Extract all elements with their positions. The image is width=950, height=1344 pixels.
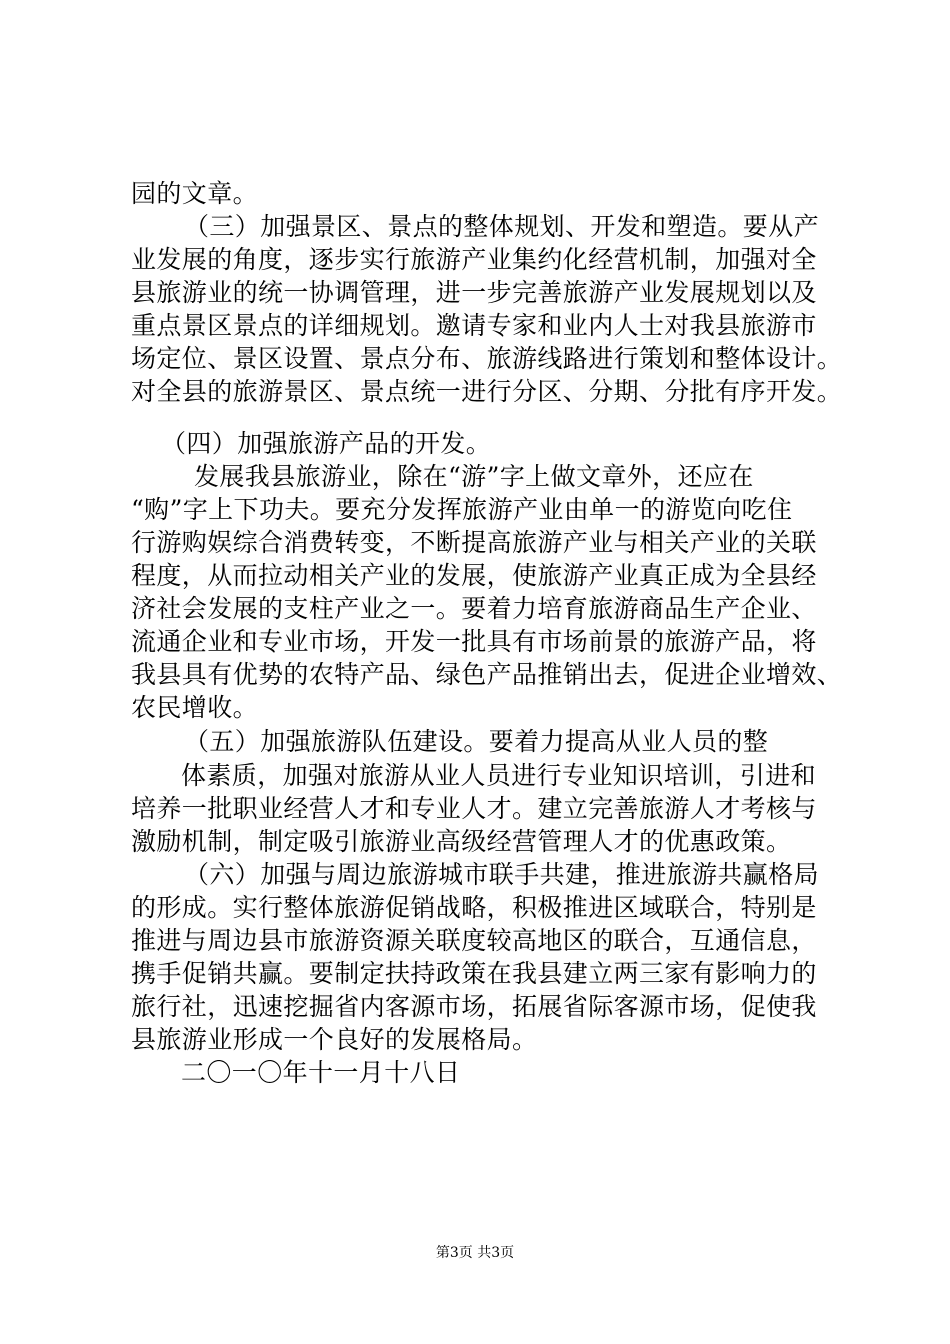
section-heading: （五）加强旅游队伍建设。要着力提高从业人员的整 bbox=[184, 727, 769, 756]
text-line: “购”字上下功夫。要充分发挥旅游产业由单一的游览向吃住 bbox=[131, 495, 793, 524]
text-line: 场定位、景区设置、景点分布、旅游线路进行策划和整体设计。 bbox=[131, 344, 843, 373]
text-line: 流通企业和专业市场，开发一批具有市场前景的旅游产品，将 bbox=[131, 627, 817, 656]
section-heading: （六）加强与周边旅游城市联手共建，推进旅游共赢格局 bbox=[184, 860, 820, 889]
text-line: 旅行社，迅速挖掘省内客源市场，拓展省际客源市场，促使我 bbox=[131, 992, 817, 1021]
text-line: 县旅游业的统一协调管理，进一步完善旅游产业发展规划以及 bbox=[131, 278, 817, 307]
text-line: 培养一批职业经营人才和专业人才。建立完善旅游人才考核与 bbox=[131, 794, 817, 823]
text-line: 携手促销共赢。要制定扶持政策在我县建立两三家有影响力的 bbox=[131, 959, 817, 988]
text-line: 济社会发展的支柱产业之一。要着力培育旅游商品生产企业、 bbox=[131, 594, 817, 623]
text-line: 重点景区景点的详细规划。邀请专家和业内人士对我县旅游市 bbox=[131, 311, 817, 340]
text-line: 园的文章。 bbox=[131, 179, 259, 208]
document-date: 二〇一〇年十一月十八日 bbox=[181, 1058, 461, 1087]
text-line: （三）加强景区、景点的整体规划、开发和塑造。要从产 bbox=[184, 212, 820, 241]
text-line: 对全县的旅游景区、景点统一进行分区、分期、分批有序开发。 bbox=[131, 377, 843, 406]
text-line: 业发展的角度，逐步实行旅游产业集约化经营机制，加强对全 bbox=[131, 245, 817, 274]
text-line: 程度，从而拉动相关产业的发展，使旅游产业真正成为全县经 bbox=[131, 561, 817, 590]
text-line: 推进与周边县市旅游资源关联度较高地区的联合，互通信息， bbox=[131, 926, 817, 955]
text-line: 发展我县旅游业，除在“游”字上做文章外，还应在 bbox=[194, 462, 754, 491]
text-line: 的形成。实行整体旅游促销战略，积极推进区域联合，特别是 bbox=[131, 893, 817, 922]
text-line: 行游购娱综合消费转变，不断提高旅游产业与相关产业的关联 bbox=[131, 528, 817, 557]
page-number-footer: 第3页 共3页 bbox=[435, 1245, 515, 1261]
text-line: 我县具有优势的农特产品、绿色产品推销出去，促进企业增效、 bbox=[131, 660, 843, 689]
text-line: 县旅游业形成一个良好的发展格局。 bbox=[131, 1025, 538, 1054]
section-heading: （四）加强旅游产品的开发。 bbox=[161, 429, 492, 458]
text-line: 体素质，加强对旅游从业人员进行专业知识培训，引进和 bbox=[181, 761, 817, 790]
text-line: 农民增收。 bbox=[131, 693, 259, 722]
text-line: 激励机制，制定吸引旅游业高级经营管理人才的优惠政策。 bbox=[131, 827, 792, 856]
